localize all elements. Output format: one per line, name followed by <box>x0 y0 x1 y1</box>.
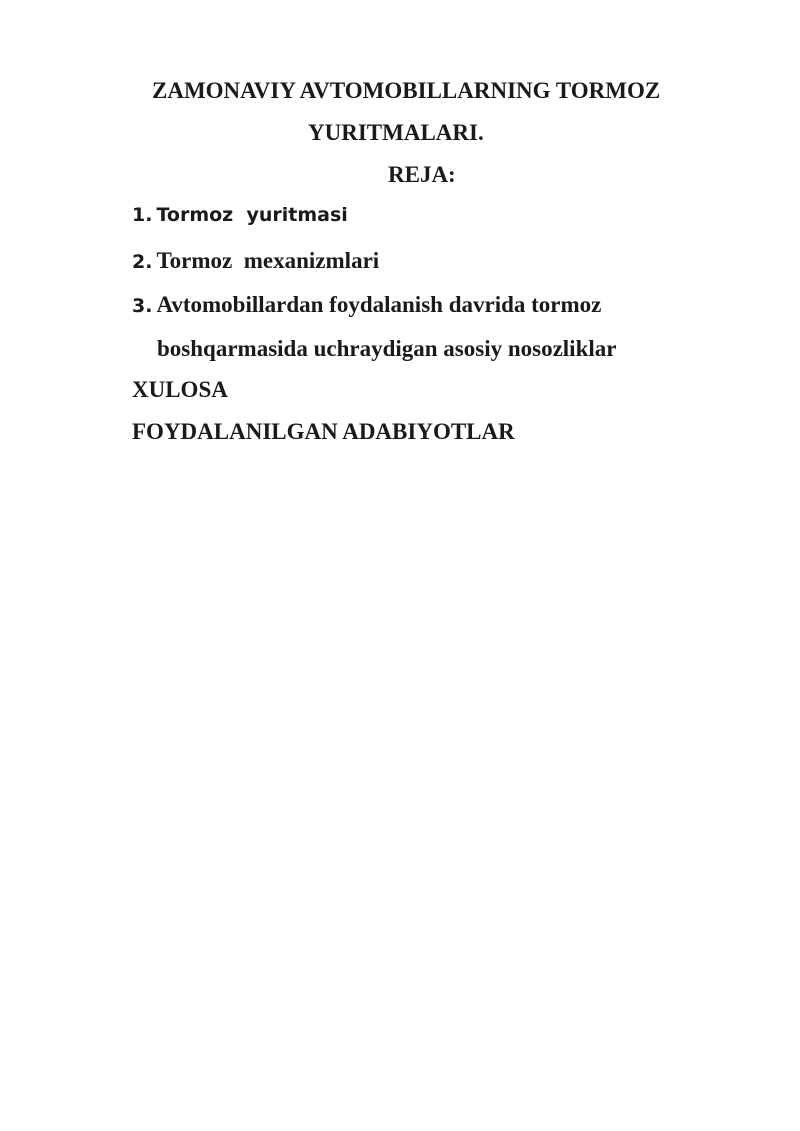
plan-item-3-continuation: boshqarmasida uchraydigan asosiy nosozliklar <box>157 336 617 361</box>
plan-item-3 <box>132 292 601 318</box>
plan-item-1 <box>132 204 348 226</box>
plan-heading: REJA: <box>388 162 456 187</box>
plan-item-text: Tormoz yuritmasi <box>156 204 348 226</box>
document-title-line-2: YURITMALARI. <box>308 120 484 145</box>
conclusion-heading: XULOSA <box>132 377 228 402</box>
plan-item-number: 2. <box>132 251 153 273</box>
references-heading: FOYDALANILGAN ADABIYOTLAR <box>132 419 515 444</box>
plan-item-2 <box>132 248 379 274</box>
document-title-line-1: ZAMONAVIY AVTOMOBILLARNING TORMOZ <box>152 78 661 103</box>
plan-item-number: 3. <box>132 295 153 317</box>
plan-item-text: Tormoz mexanizmlari <box>156 248 380 273</box>
plan-item-text: Avtomobillardan foydalanish davrida tormoz <box>156 292 602 317</box>
plan-item-number: 1. <box>132 204 153 226</box>
